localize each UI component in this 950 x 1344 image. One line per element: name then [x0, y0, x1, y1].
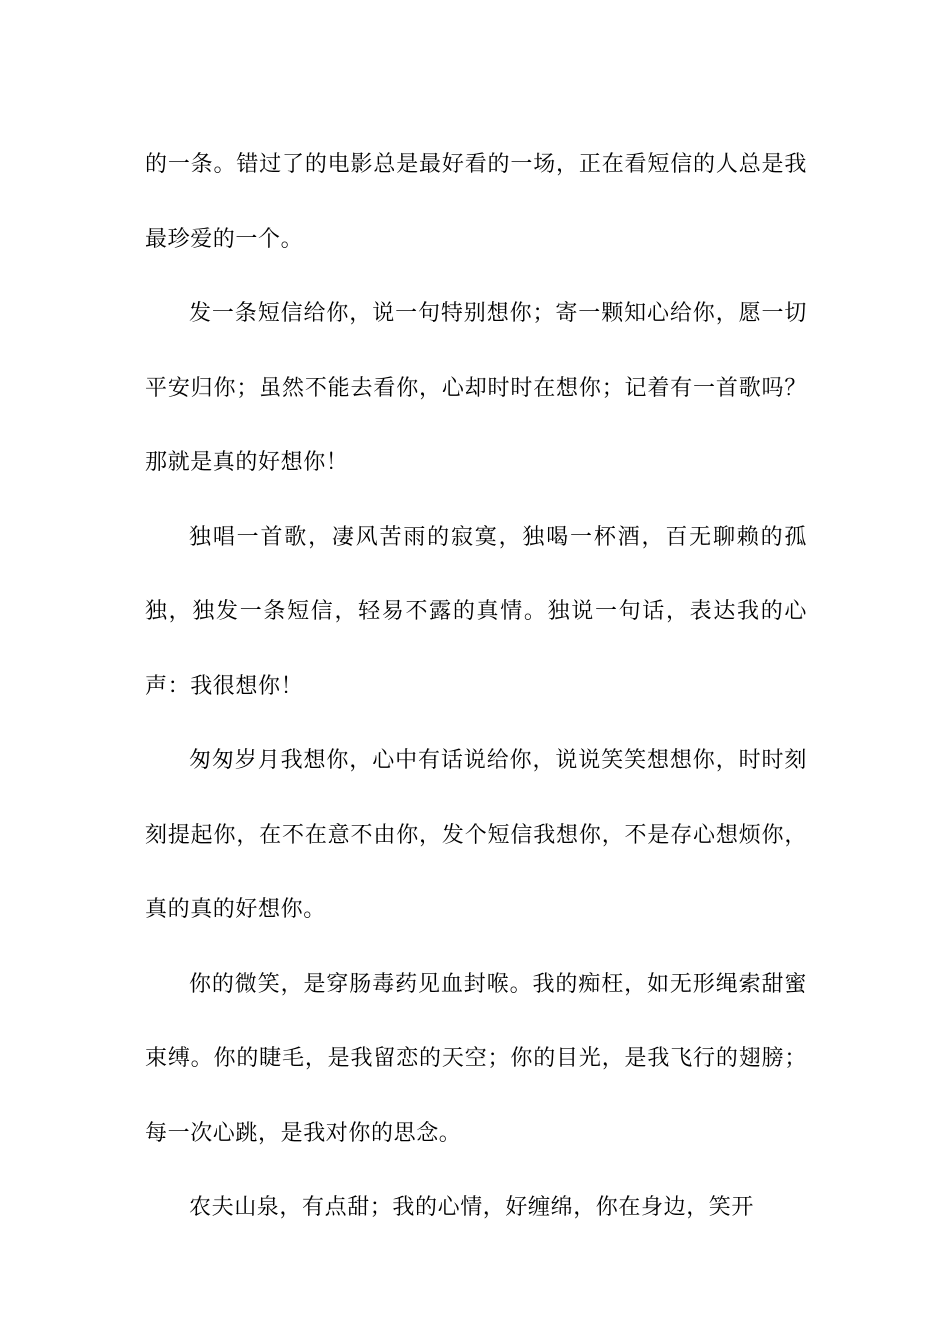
paragraph-6: 农夫山泉，有点甜；我的心情，好缠绵，你在身边，笑开	[189, 1195, 755, 1220]
paragraph-3: 独唱一首歌，凄风苦雨的寂寞，独喝一杯酒，百无聊赖的孤独，独发一条短信，轻易不露的真情。独说一句话，表达我的心声：我很想你！	[145, 524, 807, 699]
document-body	[145, 128, 807, 1246]
paragraph-5: 你的微笑，是穿肠毒药见血封喉。我的痴枉，如无形绳索甜蜜束缚。你的睫毛，是我留恋的天空；你的目光，是我飞行的翅膀；每一次心跳，是我对你的思念。	[145, 971, 807, 1146]
paragraph-1: 的一条。错过了的电影总是最好看的一场，正在看短信的人总是我最珍爱的一个。	[145, 152, 807, 252]
paragraph-4: 匆匆岁月我想你，心中有话说给你，说说笑笑想想你，时时刻刻提起你，在不在意不由你，发个短信我想你，不是存心想烦你，真的真的好想你。	[145, 748, 807, 922]
paragraph-2: 发一条短信给你，说一句特别想你；寄一颗知心给你，愿一切平安归你；虽然不能去看你，心却时时在想你；记着有一首歌吗？那就是真的好想你！	[145, 301, 807, 475]
